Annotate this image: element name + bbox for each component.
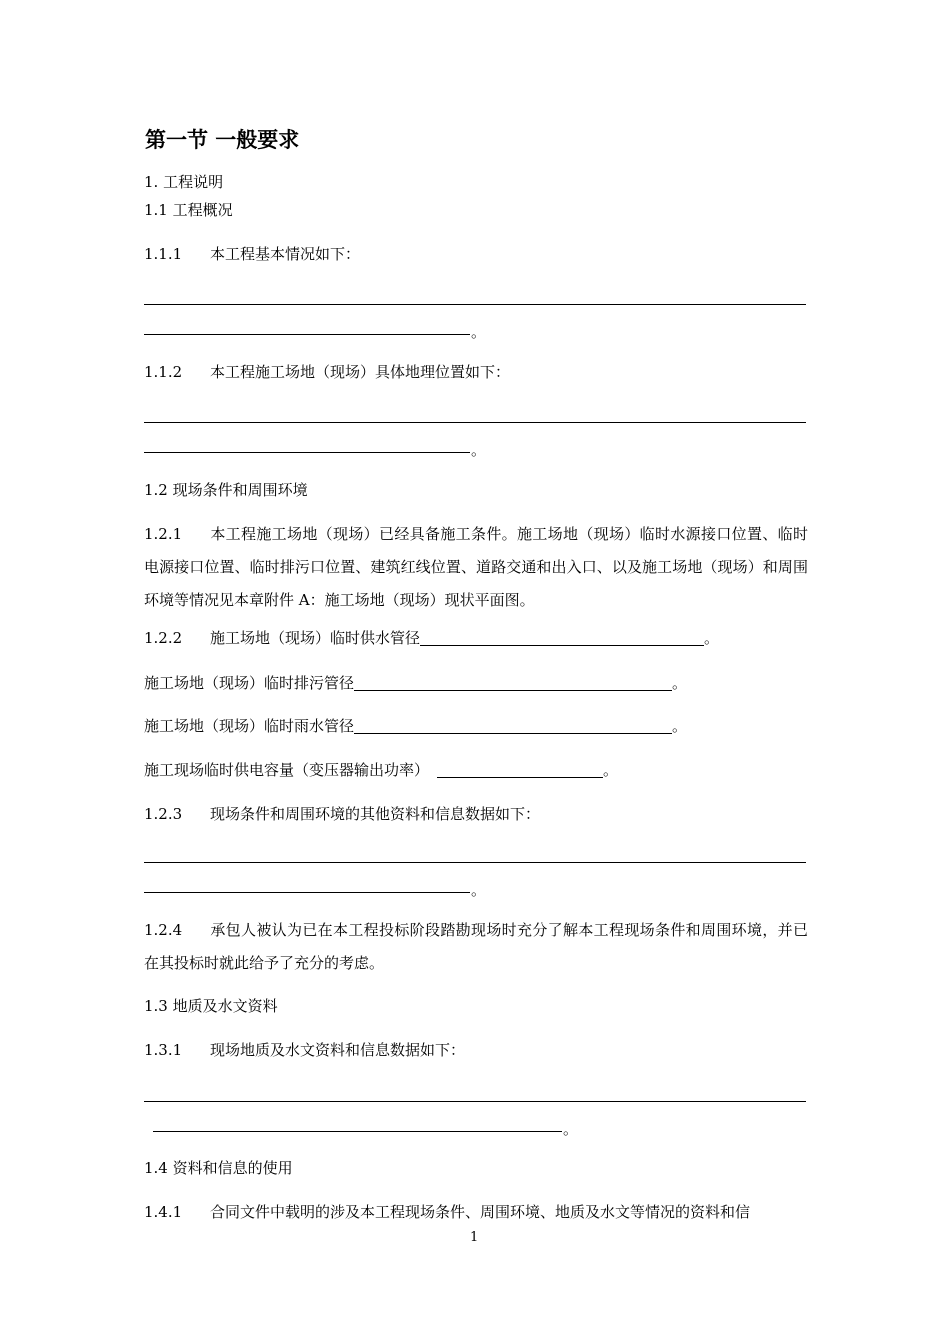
clause-1-2-3 bbox=[144, 804, 540, 824]
clause-number: 1.2.2 bbox=[144, 629, 183, 647]
clause-number: 1.2.3 bbox=[144, 805, 183, 823]
fill-line bbox=[144, 304, 806, 305]
fill-line-short bbox=[144, 334, 470, 335]
heading-1-2: 1.2 现场条件和周围环境 bbox=[144, 481, 308, 499]
heading-1-4: 1.4 资料和信息的使用 bbox=[144, 1159, 293, 1177]
section-title: 第一节 一般要求 bbox=[145, 128, 300, 152]
clause-text: 合同文件中载明的涉及本工程现场条件、周围环境、地质及水文等情况的资料和信 bbox=[210, 1203, 751, 1221]
line-period: 。 bbox=[471, 881, 487, 899]
line-text: 施工场地（现场）临时排污管径 bbox=[144, 674, 355, 692]
clause-text: 施工场地（现场）临时供水管径 bbox=[210, 629, 421, 647]
clause-1-3-1 bbox=[144, 1040, 465, 1060]
clause-1-2-2 bbox=[144, 628, 719, 648]
clause-1-4-1 bbox=[144, 1202, 750, 1222]
fill-line bbox=[144, 862, 806, 863]
clause-1-1-2 bbox=[144, 362, 510, 382]
heading-1: 1. 工程说明 bbox=[144, 173, 224, 191]
clause-text: 承包人被认为已在本工程投标阶段踏勘现场时充分了解本工程现场条件和周围环境，并已在其投标时就此给予了充分的考虑。 bbox=[144, 921, 808, 972]
line-period: 。 bbox=[603, 761, 619, 779]
page-number: 1 bbox=[470, 1230, 479, 1245]
clause-text: 本工程施工场地（现场）具体地理位置如下： bbox=[210, 363, 511, 381]
line-period: 。 bbox=[704, 629, 720, 647]
line-text: 施工场地（现场）临时雨水管径 bbox=[144, 717, 355, 735]
line-sewage bbox=[144, 673, 687, 693]
clause-number: 1.2.1 bbox=[144, 525, 183, 543]
clause-number: 1.4.1 bbox=[144, 1203, 183, 1221]
clause-text: 现场条件和周围环境的其他资料和信息数据如下： bbox=[210, 805, 541, 823]
clause-text: 本工程施工场地（现场）已经具备施工条件。施工场地（现场）临时水源接口位置、临时电源接口位置、临时排污口位置、建筑红线位置、道路交通和出入口、以及施工场地（现场）和周围环境等情况见本章附件 A：施工场地（现场）现状平面图。 bbox=[144, 525, 808, 609]
clause-text: 现场地质及水文资料和信息数据如下： bbox=[210, 1041, 466, 1059]
clause-number: 1.2.4 bbox=[144, 921, 183, 939]
clause-number: 1.1.1 bbox=[144, 245, 183, 263]
clause-1-2-4 bbox=[144, 914, 808, 980]
fill-line-short bbox=[144, 452, 470, 453]
line-period: 。 bbox=[471, 323, 487, 341]
clause-1-1-1 bbox=[144, 244, 360, 264]
clause-text: 本工程基本情况如下： bbox=[210, 245, 361, 263]
line-power bbox=[144, 760, 618, 780]
line-rain bbox=[144, 716, 687, 736]
heading-1-3: 1.3 地质及水文资料 bbox=[144, 997, 278, 1015]
heading-1-1: 1.1 工程概况 bbox=[144, 201, 233, 219]
line-period: 。 bbox=[563, 1120, 579, 1138]
fill-line bbox=[144, 422, 806, 423]
clause-number: 1.3.1 bbox=[144, 1041, 183, 1059]
line-period: 。 bbox=[672, 717, 688, 735]
blank-field bbox=[354, 717, 672, 734]
line-text: 施工现场临时供电容量（变压器输出功率） bbox=[144, 761, 430, 779]
line-period: 。 bbox=[672, 674, 688, 692]
clause-1-2-1 bbox=[144, 518, 808, 617]
fill-line bbox=[144, 1101, 806, 1102]
blank-field bbox=[437, 761, 603, 778]
blank-field bbox=[354, 674, 672, 691]
fill-line-short bbox=[153, 1131, 562, 1132]
clause-number: 1.1.2 bbox=[144, 363, 183, 381]
blank-field bbox=[420, 629, 704, 646]
line-period: 。 bbox=[471, 441, 487, 459]
fill-line-short bbox=[144, 892, 470, 893]
